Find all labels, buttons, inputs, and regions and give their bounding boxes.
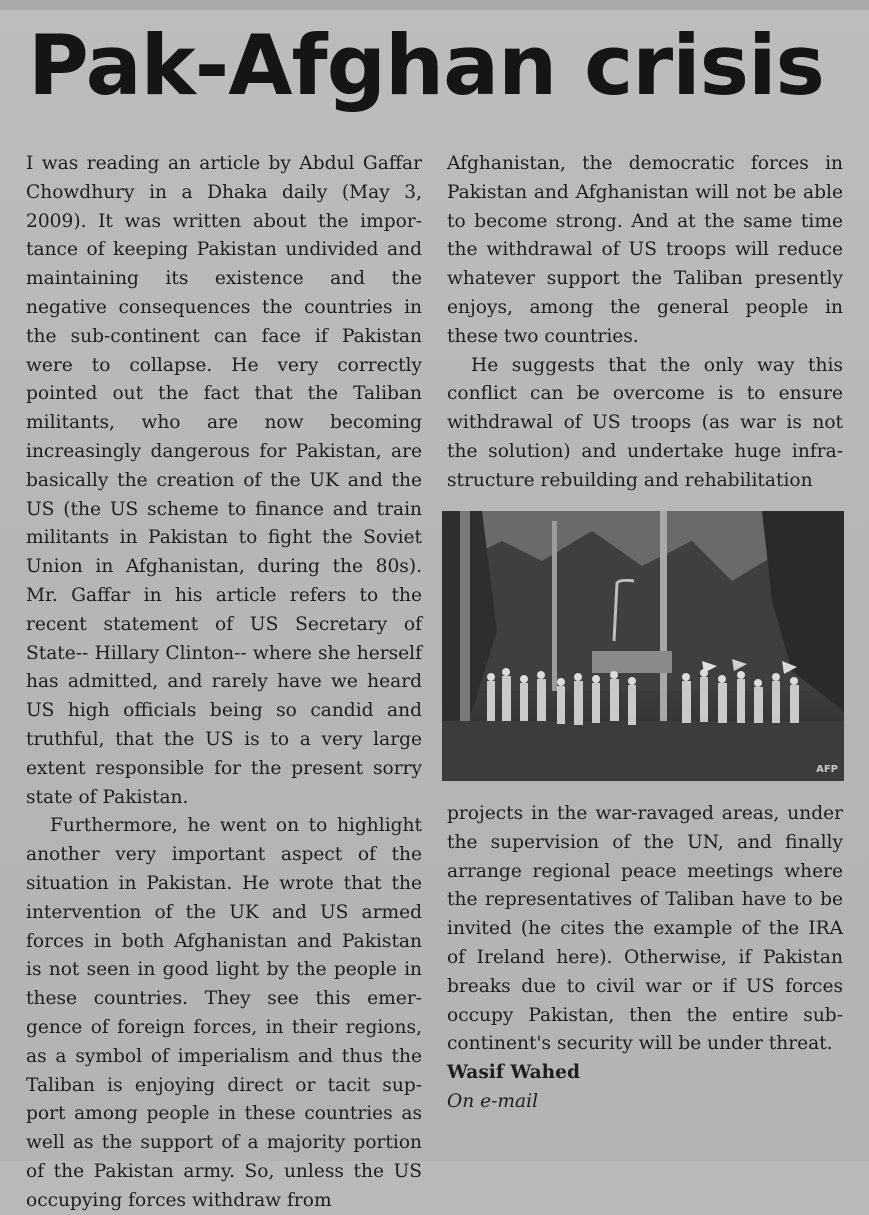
paragraph: Afghanistan, the democratic forces in Pakistan and Afghanistan will not be able to become strong. And at the same time the withdrawal of US troops will reduce whatever support the Taliban presently enjoys, among the general people in these two countries.	[447, 153, 843, 347]
headline: Pak-Afghan crisis	[28, 17, 824, 114]
right-column-top	[447, 150, 843, 496]
crowd-photo-illustration	[442, 511, 844, 781]
photo-credit: AFP	[816, 764, 838, 775]
right-column-bottom	[447, 800, 843, 1117]
paragraph: I was reading an article by Abdul Gaffar Chowdhury in a Dhaka daily (May 3, 2009). It was written about the impor- tance of keeping Pakistan undivided and maintaining its existence and the negative consequences the countries in the sub-continent can face if Pakistan were to collapse. He very correctly pointed out the fact that the Taliban militants, who are now becoming increasingly dangerous for Pakistan, are basically the creation of the UK and the US (the US scheme to finance and train militants in Pakistan to fight the Soviet Union in Afghanistan, during the 80s). Mr. Gaffar in his article refers to the recent statement of US Secretary of State-- Hillary Clinton-- where she herself has admitted, and rarely have we heard US high officials being so candid and truthful, that the US is to a very large extent responsible for the present sorry state of Pakistan.	[26, 153, 422, 808]
author-location: On e-mail	[447, 1090, 539, 1112]
news-photo	[442, 511, 844, 781]
paragraph: Furthermore, he went on to highlight another very important aspect of the situation in Pakistan. He wrote that the intervention of the UK and US armed forces in both Afghanistan and Pakistan is not seen in good light by the people in these countries. They see this emer- gence of foreign forces, in their regions, as a symbol of imperialism and thus the Taliban is enjoying direct or tacit sup- port among people in these countries as well as the support of a majority portion of the Pakistan army. So, unless the US occupying forces withdraw from	[26, 815, 422, 1211]
author-name: Wasif Wahed	[447, 1062, 580, 1084]
paragraph: projects in the war-ravaged areas, under the supervision of the UN, and finally arrange regional peace meetings where the representatives of Taliban have to be invited (he cites the example of the IRA of Ireland here). Otherwise, if Pakistan breaks due to civil war or if US forces occupy Pakistan, then the entire sub- continent's security will be under threat.	[447, 803, 843, 1055]
paragraph: He suggests that the only way this conflict can be overcome is to ensure withdrawal of US troops (as war is not the solution) and undertake huge infra- structure rebuilding and rehabilitation	[447, 354, 843, 491]
left-column	[26, 150, 422, 1215]
